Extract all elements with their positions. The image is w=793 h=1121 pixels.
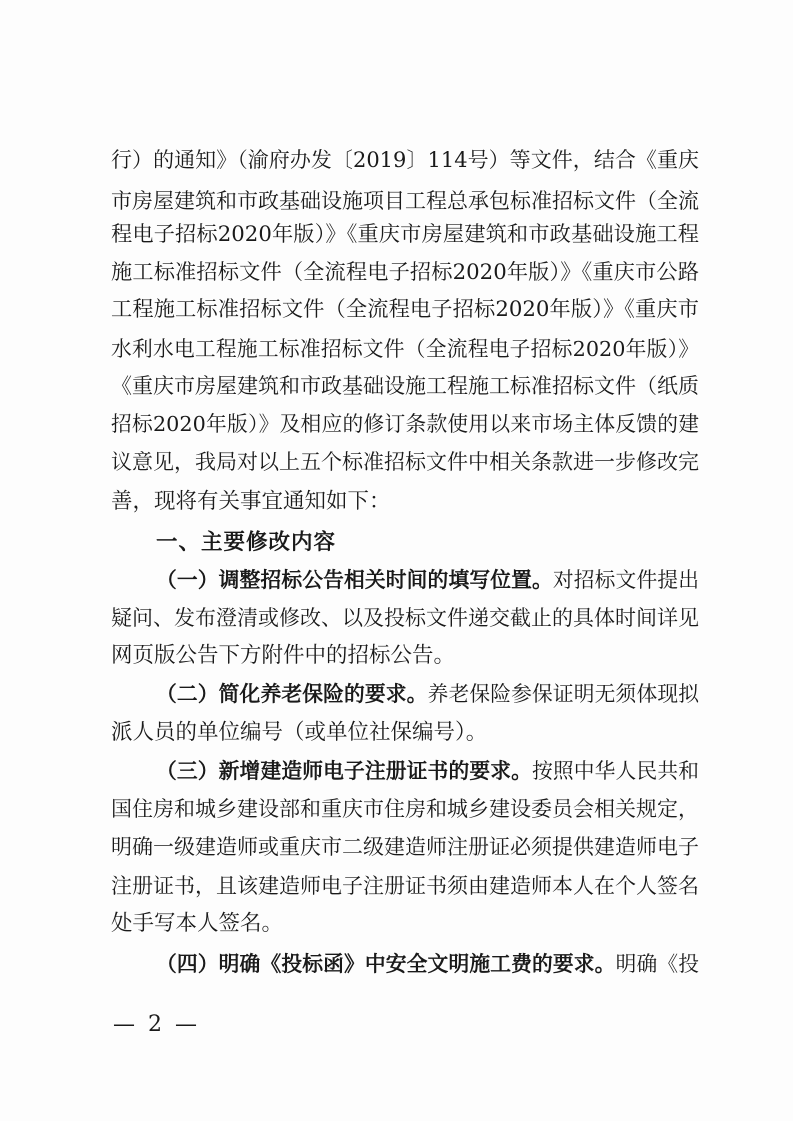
body-line-5: 工程施工标准招标文件（全流程电子招标2020年版）》《重庆市 — [111, 297, 699, 322]
item4-line1-rest: 明确《投 — [615, 952, 699, 976]
item3-lead: （三）新增建造师电子注册证书的要求。 — [156, 759, 532, 783]
page-number: — 2 — — [113, 1012, 200, 1037]
item1-line-3: 网页版公告下方附件中的招标公告。 — [111, 643, 456, 668]
item1-line1-rest: 对招标文件提出 — [552, 568, 699, 592]
item3-line-4: 注册证书，且该建造师电子注册证书须由建造师本人在个人签名 — [111, 874, 699, 898]
item2-line-1 — [156, 681, 699, 707]
item1-lead: （一）调整招标公告相关时间的填写位置。 — [156, 568, 553, 592]
item1-line-2: 疑问、发布澄清或修改、以及投标文件递交截止的具体时间详见 — [111, 606, 699, 630]
body-line-8: 招标2020年版）》及相应的修订条款使用以来市场主体反馈的建 — [111, 412, 699, 436]
item1-line-1 — [156, 567, 699, 593]
item3-line-2: 国住房和城乡建设部和重庆市住房和城乡建设委员会相关规定， — [111, 797, 699, 821]
body-line-4: 施工标准招标文件（全流程电子招标2020年版）》《重庆市公路 — [111, 260, 699, 285]
item2-line1-rest: 养老保险参保证明无须体现拟 — [427, 682, 699, 706]
body-line-10: 善，现将有关事宜通知如下： — [111, 489, 391, 514]
item3-line1-rest: 按照中华人民共和 — [532, 759, 699, 783]
body-line-1: 行）的通知》（渝府办发〔2019〕114号）等文件，结合《重庆 — [111, 148, 699, 172]
section-heading: 一、主要修改内容 — [156, 530, 337, 555]
item4-line-1 — [156, 951, 699, 977]
body-line-6: 水利水电工程施工标准招标文件（全流程电子招标2020年版）》 — [111, 337, 699, 361]
body-line-2: 市房屋建筑和市政基础设施项目工程总承包标准招标文件（全流 — [111, 189, 699, 213]
item3-line-3: 明确一级建造师或重庆市二级建造师注册证必须提供建造师电子 — [111, 835, 699, 859]
item2-line-2: 派人员的单位编号（或单位社保编号）。 — [111, 720, 488, 745]
item3-line-1 — [156, 758, 699, 784]
body-line-3: 程电子招标2020年版）》《重庆市房屋建筑和市政基础设施工程 — [111, 222, 699, 247]
item2-lead: （二）简化养老保险的要求。 — [156, 682, 428, 706]
body-line-7: 《重庆市房屋建筑和市政基础设施工程施工标准招标文件（纸质 — [111, 374, 699, 398]
body-line-9: 议意见，我局对以上五个标准招标文件中相关条款进一步修改完 — [111, 450, 699, 474]
item4-lead: （四）明确《投标函》中安全文明施工费的要求。 — [156, 952, 616, 976]
item3-line-5: 处手写本人签名。 — [111, 911, 284, 936]
